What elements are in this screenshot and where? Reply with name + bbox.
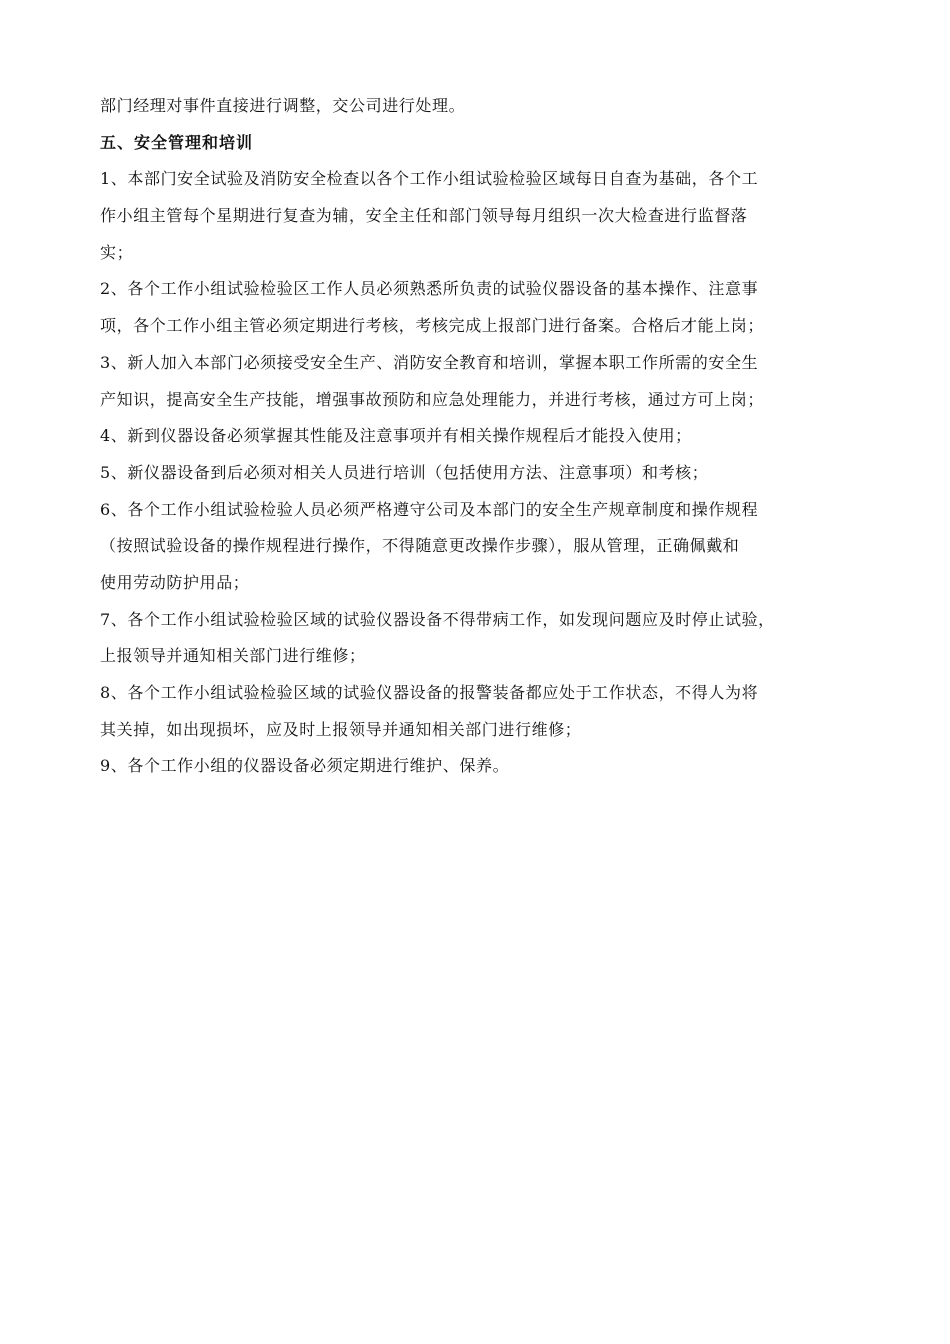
list-item-7 — [100, 602, 870, 675]
item-3-line-2: 产知识，提高安全生产技能，增强事故预防和应急处理能力，并进行考核，通过方可上岗； — [100, 389, 765, 409]
section-heading: 五、安全管理和培训 — [100, 132, 254, 152]
list-item-4 — [100, 418, 870, 455]
list-item-6 — [100, 492, 870, 602]
item-6-line-3: 使用劳动防护用品； — [100, 572, 250, 592]
item-8-line-2: 其关掉，如出现损坏，应及时上报领导并通知相关部门进行维修； — [100, 719, 582, 739]
item-6-line-1: 6、各个工作小组试验检验人员必须严格遵守公司及本部门的安全生产规章制度和操作规程 — [100, 499, 759, 519]
item-5-line-1: 5、新仪器设备到后必须对相关人员进行培训（包括使用方法、注意事项）和考核； — [100, 462, 709, 482]
list-item-9 — [100, 748, 870, 785]
item-2-line-2: 项，各个工作小组主管必须定期进行考核，考核完成上报部门进行备案。合格后才能上岗； — [100, 316, 765, 336]
item-9-line-1: 9、各个工作小组的仪器设备必须定期进行维护、保养。 — [100, 756, 510, 776]
item-4-line-1: 4、新到仪器设备必须掌握其性能及注意事项并有相关操作规程后才能投入使用； — [100, 426, 692, 446]
item-1-line-1: 1、本部门安全试验及消防安全检查以各个工作小组试验检验区域每日自查为基础，各个工 — [100, 169, 759, 189]
item-2-line-1: 2、各个工作小组试验检验区工作人员必须熟悉所负责的试验仪器设备的基本操作、注意事 — [100, 279, 759, 299]
item-1-line-2: 作小组主管每个星期进行复查为辅，安全主任和部门领导每月组织一次大检查进行监督落 — [100, 206, 748, 226]
document-page — [100, 88, 870, 785]
list-item-1 — [100, 161, 870, 271]
list-item-3 — [100, 345, 870, 418]
intro-line: 部门经理对事件直接进行调整，交公司进行处理。 — [100, 96, 466, 115]
item-6-line-2: （按照试验设备的操作规程进行操作，不得随意更改操作步骤），服从管理，正确佩戴和 — [100, 536, 740, 556]
item-3-line-1: 3、新人加入本部门必须接受安全生产、消防安全教育和培训，掌握本职工作所需的安全生 — [100, 352, 759, 372]
item-8-line-1: 8、各个工作小组试验检验区域的试验仪器设备的报警装备都应处于工作状态，不得人为将 — [100, 683, 759, 702]
list-item-2 — [100, 271, 870, 344]
item-1-line-3: 实； — [100, 242, 134, 262]
item-7-line-2: 上报领导并通知相关部门进行维修； — [100, 646, 366, 666]
list-item-5 — [100, 455, 870, 492]
item-7-line-1: 7、各个工作小组试验检验区域的试验仪器设备不得带病工作，如发现问题应及时停止试验， — [100, 609, 775, 629]
list-item-8 — [100, 675, 870, 748]
